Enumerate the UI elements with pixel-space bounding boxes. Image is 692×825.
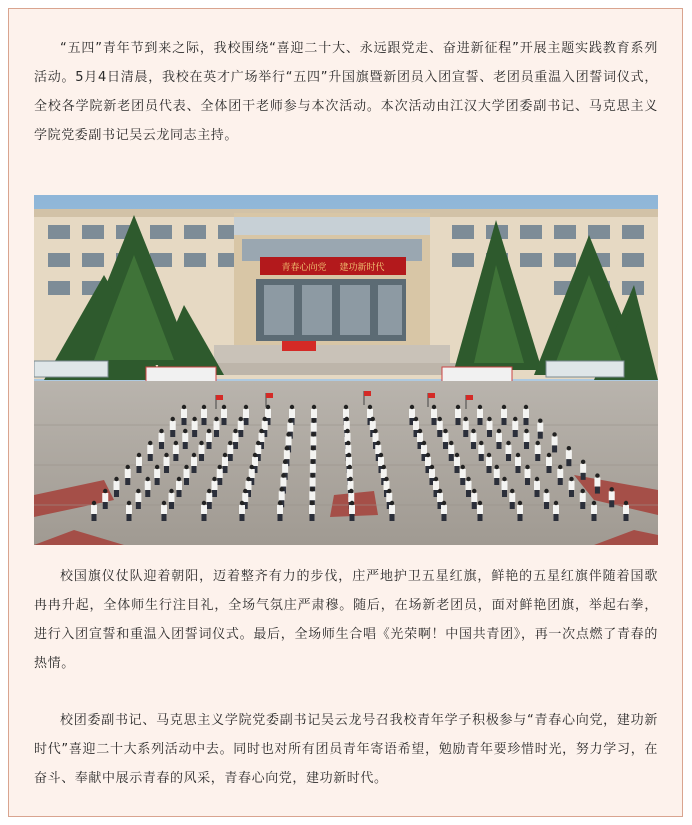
article-paragraph-3: 校团委副书记、马克思主义学院党委副书记吴云龙号召我校青年学子积极参与“青春心向党，建功新时代”喜迎二十大系列活动中去。同时也对所有团员青年寄语希望，勉励青年要珍惜时光，努力学习，在奋斗、奉献中展示青春的风采，青春心向党，建功新时代。 (34, 713, 658, 786)
ceremony-photo (34, 195, 658, 545)
banner-right-text: 建功新时代 (339, 263, 385, 273)
article-paragraph-1: “五四”青年节到来之际，我校围绕“喜迎二十大、永远跟党走、奋进新征程”开展主题实践教育系列活动。5月4日清晨，我校在英才广场举行“五四”升国旗暨新团员入团宣誓、老团员重温入团誓词仪式，全校各学院新老团员代表、全体团干老师参与本次活动。本次活动由江汉大学团委副书记、马克思主义学院党委副书记吴云龙同志主持。 (34, 41, 658, 143)
article-paragraph-2: 校国旗仪仗队迎着朝阳，迈着整齐有力的步伐，庄严地护卫五星红旗，鲜艳的五星红旗伴随着国歌冉冉升起，全体师生行注目礼，全场气氛庄严肃穆。随后，在场新老团员，面对鲜艳团旗，举起右拳，进行入团宣誓和重温入团誓词仪式。最后，全场师生合唱《光荣啊！中国共青团》，再一次点燃了青春的热情。 (34, 569, 658, 671)
banner-left-text: 青春心向党 (281, 263, 327, 273)
